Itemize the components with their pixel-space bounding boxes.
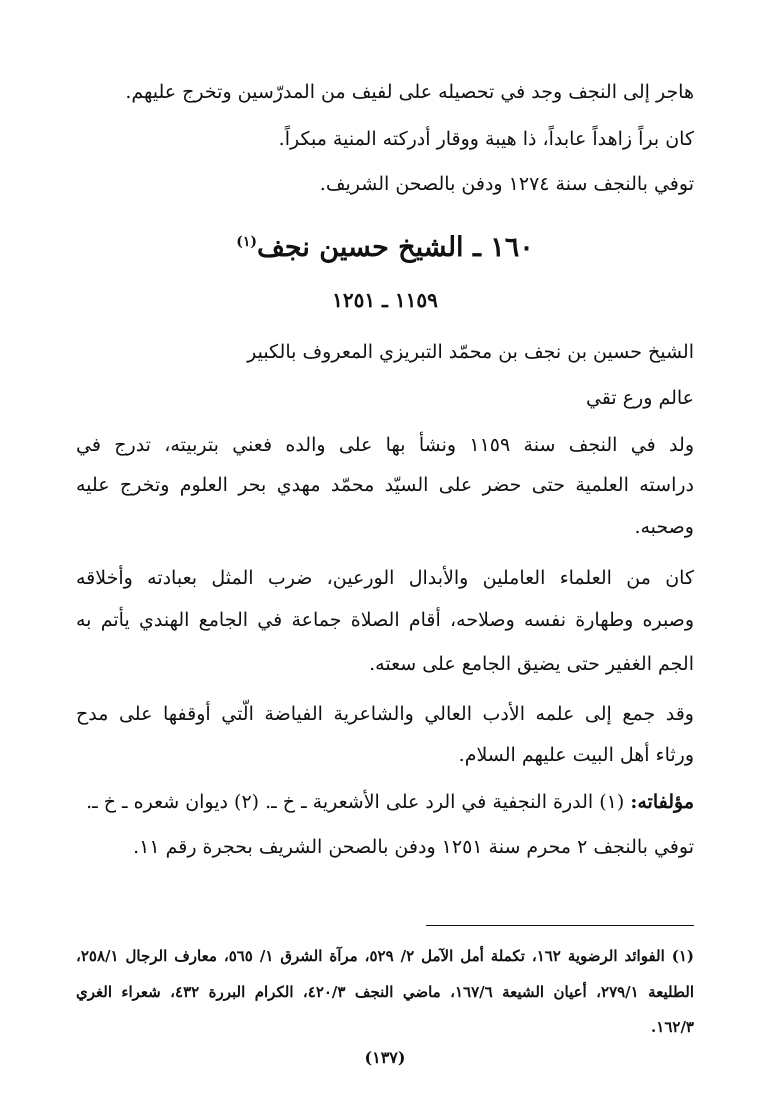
text-line: عالم ورع تقي [585,387,694,409]
text-line: كان من العلماء العاملين والأبدال الورعين، ضرب المثل بعبادته وأخلاقه [76,567,694,589]
footnote-marker: (١) [236,234,257,250]
text-line: هاجر إلى النجف وجد في تحصيله على لفيف من المدرّسين وتخرج عليهم. [125,81,694,103]
text-line: وصبره وطهارة نفسه وصلاحه، أقام الصلاة جماعة في الجامع الهندي يأتم به [76,609,694,631]
text-line: وصحبه. [634,516,694,538]
text-line: الجم الغفير حتى يضيق الجامع على سعته. [369,653,694,675]
text-line: ولد في النجف سنة ١١٥٩ ونشأ بها على والده فعني بتربيته، تدرج في [76,434,694,456]
entry-dates: ١١٥٩ ـ ١٢٥١ [332,288,438,312]
text-line: توفي بالنجف ٢ محرم سنة ١٢٥١ ودفن بالصحن الشريف بحجرة رقم ١١. [133,836,694,858]
footnote-line: (١) الفوائد الرضوية ١٦٢، تكملة أمل الآمل ٢/ ٥٢٩، مرآة الشرق ١/ ٥٦٥، معارف الرجال ٢٥٨/١، [76,947,695,965]
text-line: وقد جمع إلى علمه الأدب العالي والشاعرية الفياضة الّتي أوقفها على مدح [76,703,694,725]
text-line: كان براً زاهداً عابداً، ذا هيبة ووقار أدركته المنية مبكراً. [278,128,694,150]
entry-title [0,232,770,263]
works-line [86,788,694,816]
footnote-line: الطليعة ٢٧٩/١، أعيان الشيعة ١٦٧/٦، ماضي النجف ٤٢٠/٣، الكرام البررة ٤٣٢، شعراء الغري [76,983,694,1001]
footnote-divider [426,925,694,926]
footnote-line: ١٦٢/٣. [651,1018,694,1036]
text-line: دراسته العلمية حتى حضر على السيّد محمّد مهدي بحر العلوم وتخرج عليه [76,474,694,496]
text-line: توفي بالنجف سنة ١٢٧٤ ودفن بالصحن الشريف. [319,173,694,195]
works-label: مؤلفاته: [630,791,694,813]
works-text: (١) الدرة النجفية في الرد على الأشعرية ـ خ ـ. (٢) ديوان شعره ـ خ ـ. [86,791,631,813]
text-line: ورثاء أهل البيت عليهم السلام. [458,744,694,766]
page-number: (١٣٧) [364,1048,406,1067]
text-line: الشيخ حسين بن نجف بن محمّد التبريزي المعروف بالكبير [247,341,694,363]
entry-title-text: ١٦٠ ـ الشيخ حسين نجف [256,232,534,263]
